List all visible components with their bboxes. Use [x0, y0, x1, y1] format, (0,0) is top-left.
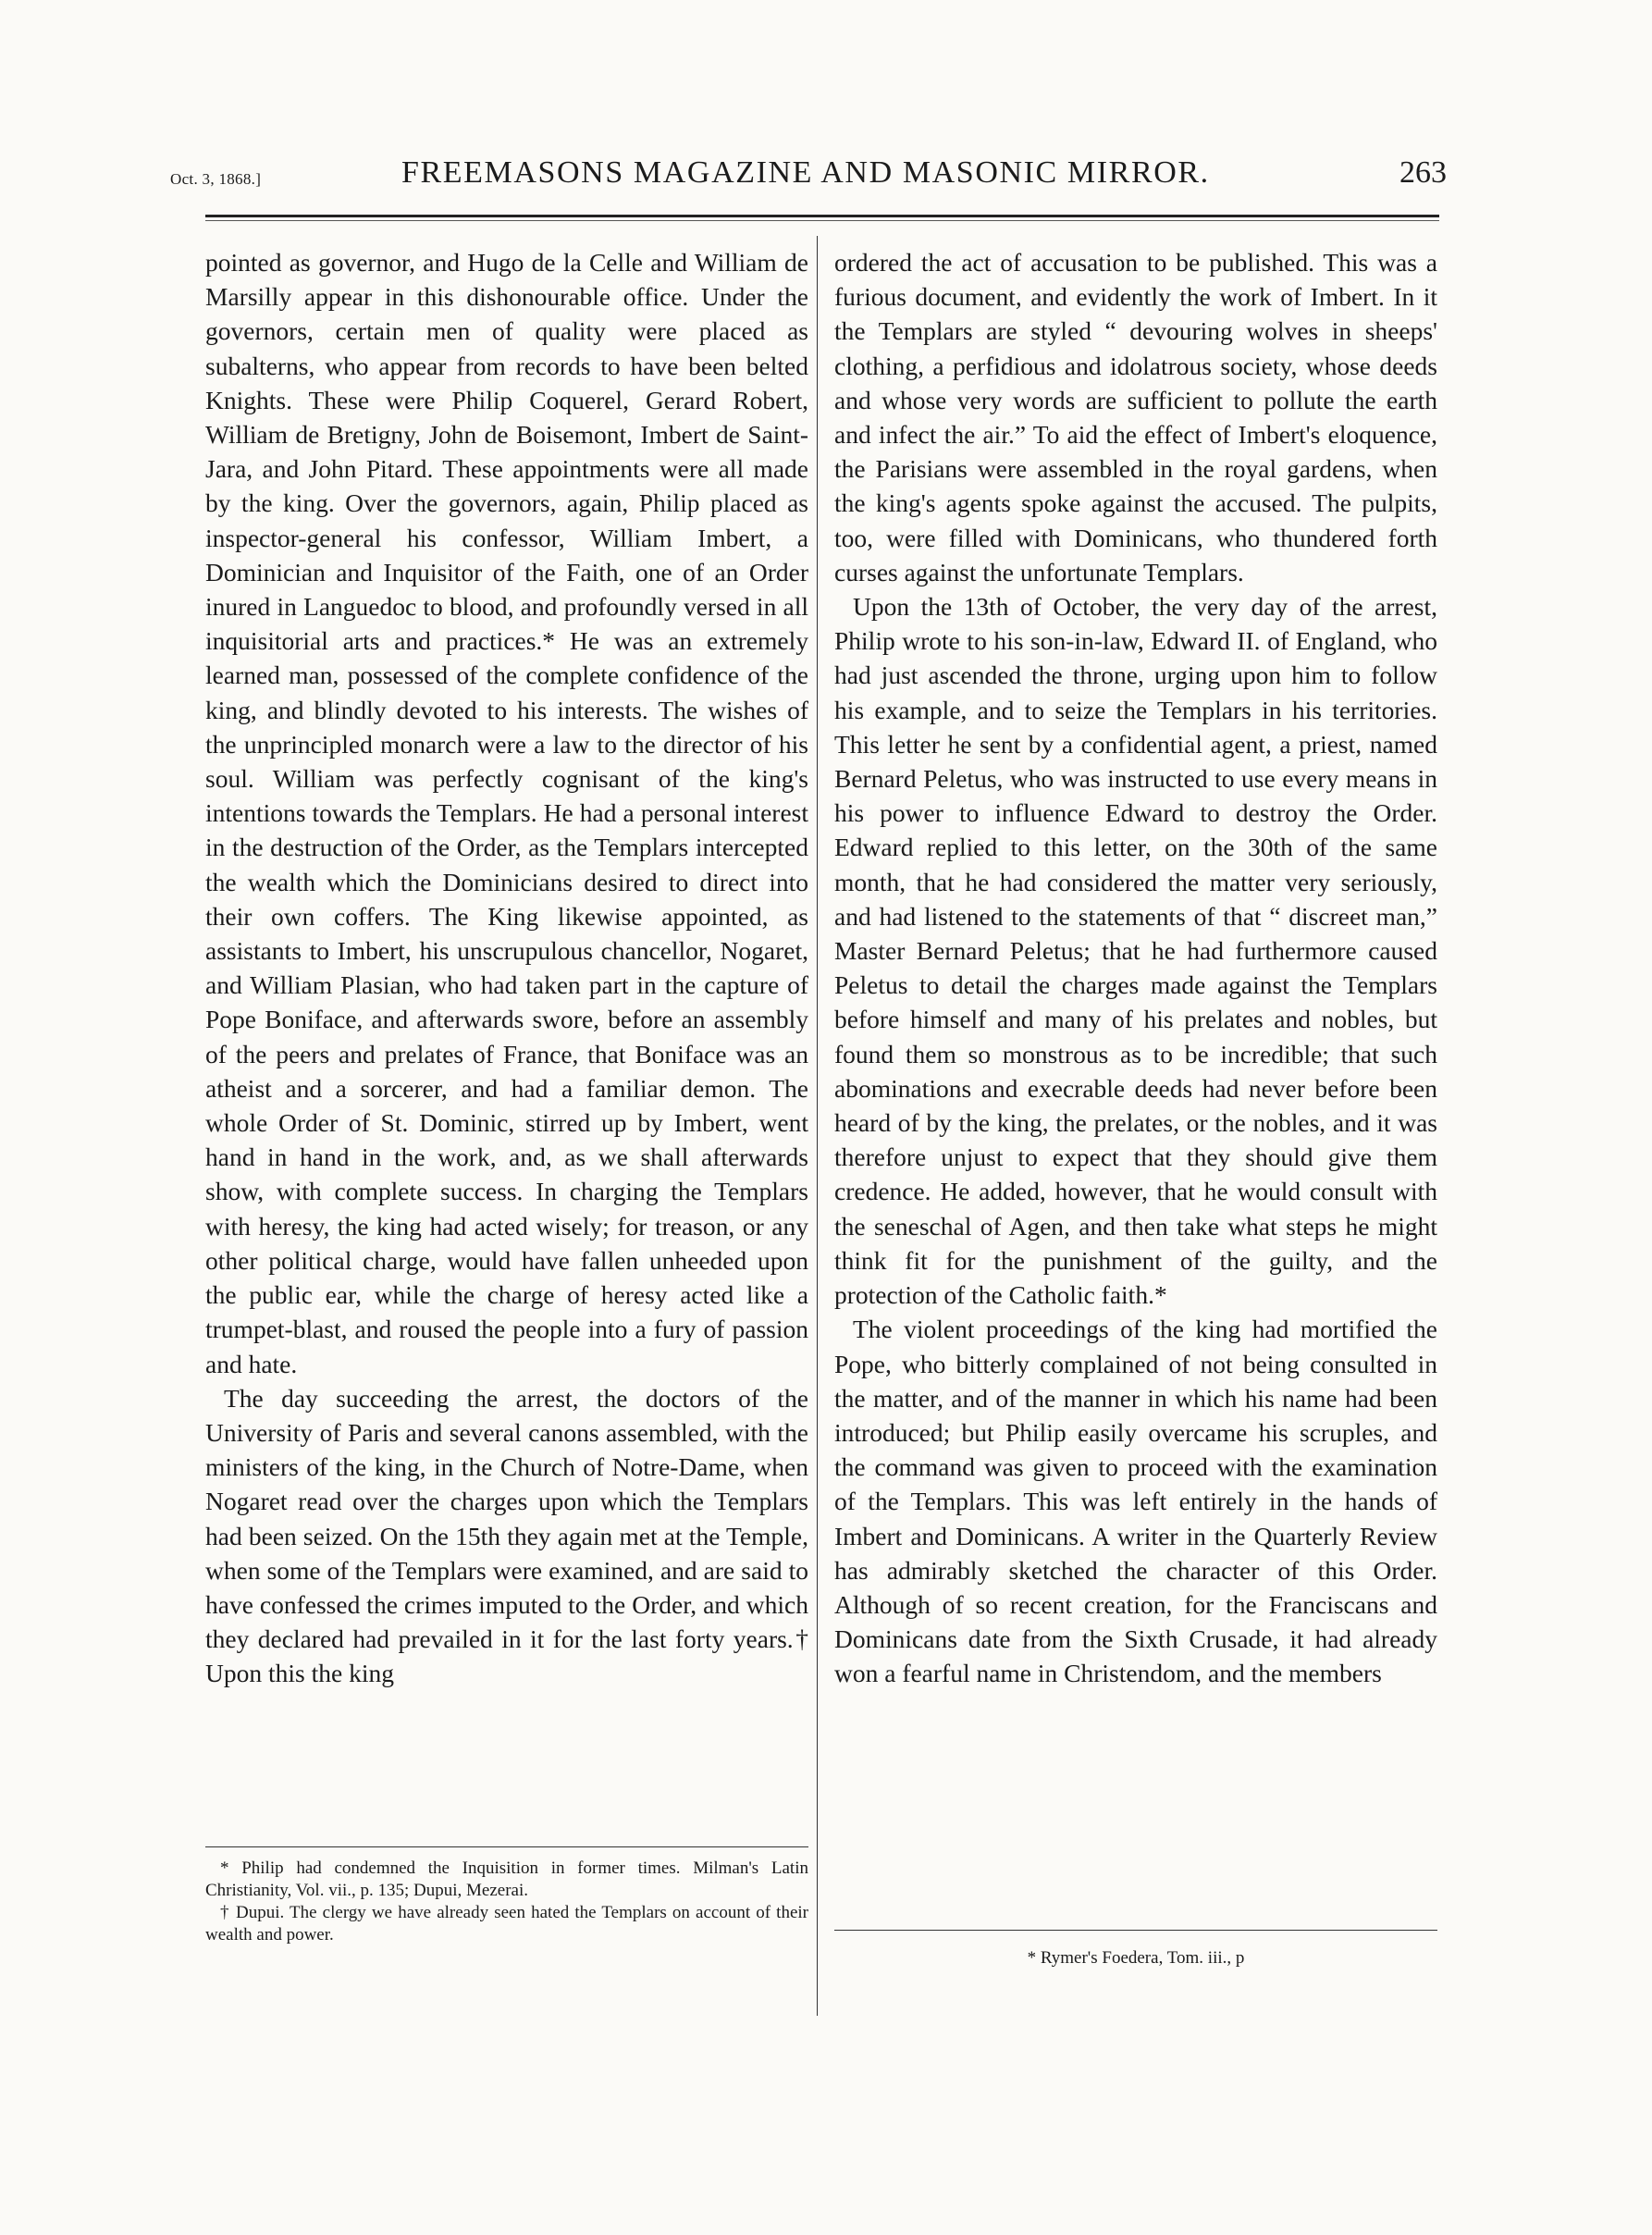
paragraph: Upon the 13th of October, the very day of the arrest, Philip wrote to his son-in-law, Edward II. of England, who had just ascended the throne, urging upon him to follow his example, and to seize the Templars in his territories. This letter he sent by a confidential agent, a priest, named Bernard Peletus, who was instructed to use every means in his power to influence Edward to destroy the Order. Edward replied to this letter, on the 30th of the same month, that he had considered the matter very seriously, and had listened to the statements of that “ discreet man,” Master Bernard Peletus; that he had furthermore caused Peletus to detail the charges made against the Templars before himself and many of his prelates and nobles, but found them so monstrous as to be incredible; that such abominations and execrable deeds had never before been heard of by the king, the prelates, or the nobles, and it was therefore unjust to expect that they should give them credence. He added, however, that he would consult with the seneschal of Agen, and then take what steps he might think fit for the punishment of the guilty, and the protection of the Catholic faith.*	[834, 592, 1437, 1310]
paragraph: pointed as governor, and Hugo de la Celle and William de Marsilly appear in this dishonourable office. Under the governors, certain men of quality were placed as subalterns, who appear from records to have been belted Knights. These were Philip Coquerel, Gerard Robert, William de Bretigny, John de Boisemont, Imbert de Saint-Jara, and John Pitard. These appointments were all made by the king. Over the governors, again, Philip placed as inspector-general his confessor, William Imbert, a Dominician and Inquisitor of the Faith, one of an Order inured in Languedoc to blood, and profoundly versed in all inquisitorial arts and practices.* He was an extremely learned man, possessed of the complete confidence of the king, and blindly devoted to his interests. The wishes of the unprincipled monarch were a law to the director of his soul. William was perfectly cognisant of the king's intentions towards the Templars. He had a personal interest in the destruction of the Order, as the Templars intercepted the wealth which the Dominicians desired to direct into their own coffers. The King likewise appointed, as assistants to Imbert, his unscrupulous chancellor, Nogaret, and William Plasian, who had taken part in the capture of Pope Boniface, and afterwards swore, before an assembly of the peers and prelates of France, that Boniface was an atheist and a sorcerer, and had a familiar demon. The whole Order of St. Dominic, stirred up by Imbert, went hand in hand in the work, and, as we shall afterwards show, with complete success. In charging the Templars with heresy, the king had acted wisely; for treason, or any other political charge, would have fallen unheeded upon the public ear, while the charge of heresy acted like a trumpet-blast, and roused the people into a fury of passion and hate.	[205, 248, 808, 1378]
footnotes-right	[834, 1947, 1437, 1970]
paragraph: The day succeeding the arrest, the doctors of the University of Paris and several canons assembled, with the ministers of the king, in the Church of Notre-Dame, when Nogaret read over the charges upon which the Templars had been seized. On the 15th they again met at the Temple, when some of the Templars were examined, and are said to have confessed the crimes imputed to the Order, and which they declared had prevailed in it for the last forty years.† Upon this the king	[205, 1383, 808, 1688]
paragraph: ordered the act of accusation to be published. This was a furious document, and evidently the work of Imbert. In it the Templars are styled “ devouring wolves in sheeps' clothing, a perfidious and idolatrous society, whose deeds and whose very words are sufficient to pollute the earth and infect the air.” To aid the effect of Imbert's eloquence, the Parisians were assembled in the royal gardens, when the king's agents spoke against the accused. The pulpits, too, were filled with Dominicans, who thundered forth curses against the unfortunate Templars.	[834, 248, 1437, 587]
right-column	[834, 245, 1437, 1691]
left-column	[205, 245, 808, 1691]
header-rule	[205, 215, 1439, 217]
issue-date: Oct. 3, 1868.]	[170, 170, 262, 188]
paragraph: The violent proceedings of the king had mortified the Pope, who bitterly complained of not being consulted in the matter, and of the manner in which his name had been introduced; but Philip easily overcame his scruples, and the command was given to proceed with the examination of the Templars. This was left entirely in the hands of Imbert and Dominicans. A writer in the Quarterly Review has admirably sketched the character of this Order. Although of so recent creation, for the Franciscans and Dominicans date from the Sixth Crusade, it had already won a fearful name in Christendom, and the members	[834, 1315, 1437, 1688]
column-divider	[817, 236, 818, 2016]
page-number: 263	[1399, 155, 1447, 190]
page-header	[170, 155, 1447, 204]
magazine-title: FREEMASONS MAGAZINE AND MASONIC MIRROR.	[401, 155, 1210, 190]
footnote: * Rymer's Foedera, Tom. iii., p	[1027, 1948, 1245, 1968]
header-rule-thin	[205, 220, 1439, 221]
footnote-rule-right	[834, 1930, 1437, 1931]
footnote: † Dupui. The clergy we have already seen hated the Templars on account of their wealth and power.	[205, 1903, 808, 1945]
footnote-rule-left	[205, 1846, 808, 1847]
footnote: * Philip had condemned the Inquisition in former times. Milman's Latin Christianity, Vol. vii., p. 135; Dupui, Mezerai.	[205, 1858, 808, 1900]
footnotes-left	[205, 1858, 808, 1946]
